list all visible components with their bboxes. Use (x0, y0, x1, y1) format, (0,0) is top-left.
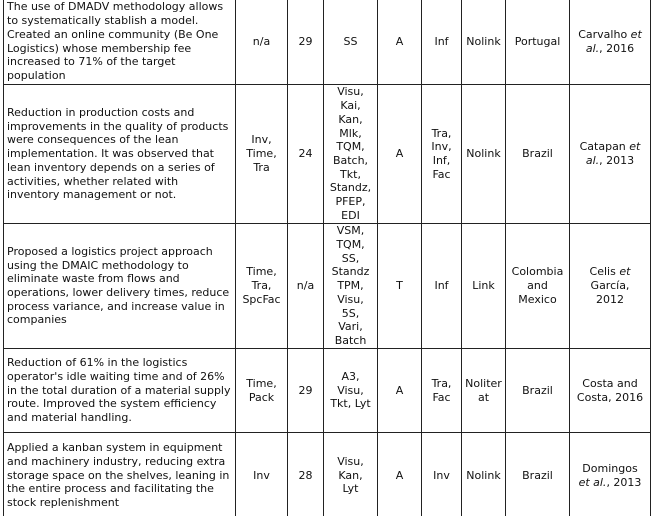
link-cell: Noliter at (462, 349, 506, 433)
table-row (4, 349, 651, 433)
wastes-cell: Inv, Time, Tra (236, 85, 288, 224)
score-cell: n/a (288, 224, 324, 349)
score-cell: 29 (288, 349, 324, 433)
country-cell: Brazil (506, 433, 570, 516)
description-cell: The use of DMADV methodology allows to systematically stablish a model. Created an online community (Be One Logistics) whose membership fee increased to 71% of the target population (4, 0, 236, 85)
description-cell: Reduction of 61% in the logistics operator's idle waiting time and of 26% in the total duration of a material supply route. Improved the system efficiency and material handling. (4, 349, 236, 433)
country-cell: Brazil (506, 349, 570, 433)
reference-cell: Domingos et al., 2013 (570, 433, 651, 516)
type-cell: A (378, 349, 422, 433)
score-cell: 29 (288, 0, 324, 85)
table-row (4, 224, 651, 349)
type-cell: A (378, 433, 422, 516)
table-row (4, 85, 651, 224)
link-cell: Nolink (462, 433, 506, 516)
wastes-cell: Inv (236, 433, 288, 516)
flows-cell: Inv (422, 433, 462, 516)
flows-cell: Inf (422, 0, 462, 85)
description-cell: Proposed a logistics project approach using the DMAIC methodology to eliminate waste from flows and operations, lower delivery times, reduce process variance, and increase value in companies (4, 224, 236, 349)
country-cell: Brazil (506, 85, 570, 224)
type-cell: T (378, 224, 422, 349)
flows-cell: Tra, Fac (422, 349, 462, 433)
link-cell: Link (462, 224, 506, 349)
country-cell: Colombia and Mexico (506, 224, 570, 349)
wastes-cell: Time, Tra, SpcFac (236, 224, 288, 349)
description-cell: Applied a kanban system in equipment and machinery industry, reducing extra storage space on the shelves, leaning in the entire process and facilitating the stock replenishment (4, 433, 236, 516)
reference-cell: Carvalho et al., 2016 (570, 0, 651, 85)
table-row (4, 433, 651, 516)
flows-cell: Inf (422, 224, 462, 349)
wastes-cell: n/a (236, 0, 288, 85)
reference-cell: Catapan et al., 2013 (570, 85, 651, 224)
literature-table (3, 0, 651, 516)
reference-cell: Costa and Costa, 2016 (570, 349, 651, 433)
tools-cell: Visu, Kai, Kan, Mlk, TQM, Batch, Tkt, Standz, PFEP, EDI (324, 85, 378, 224)
tools-cell: Visu, Kan, Lyt (324, 433, 378, 516)
flows-cell: Tra, Inv, Inf, Fac (422, 85, 462, 224)
type-cell: A (378, 85, 422, 224)
link-cell: Nolink (462, 0, 506, 85)
link-cell: Nolink (462, 85, 506, 224)
score-cell: 28 (288, 433, 324, 516)
type-cell: A (378, 0, 422, 85)
score-cell: 24 (288, 85, 324, 224)
country-cell: Portugal (506, 0, 570, 85)
reference-cell: Celis et García, 2012 (570, 224, 651, 349)
description-cell: Reduction in production costs and improvements in the quality of products were consequences of the lean implementation. It was observed that lean inventory depends on a series of activities, whether related with inventory management or not. (4, 85, 236, 224)
tools-cell: VSM, TQM, SS, Standz TPM, Visu, 5S, Vari, Batch (324, 224, 378, 349)
wastes-cell: Time, Pack (236, 349, 288, 433)
table-row (4, 0, 651, 85)
tools-cell: SS (324, 0, 378, 85)
tools-cell: A3, Visu, Tkt, Lyt (324, 349, 378, 433)
